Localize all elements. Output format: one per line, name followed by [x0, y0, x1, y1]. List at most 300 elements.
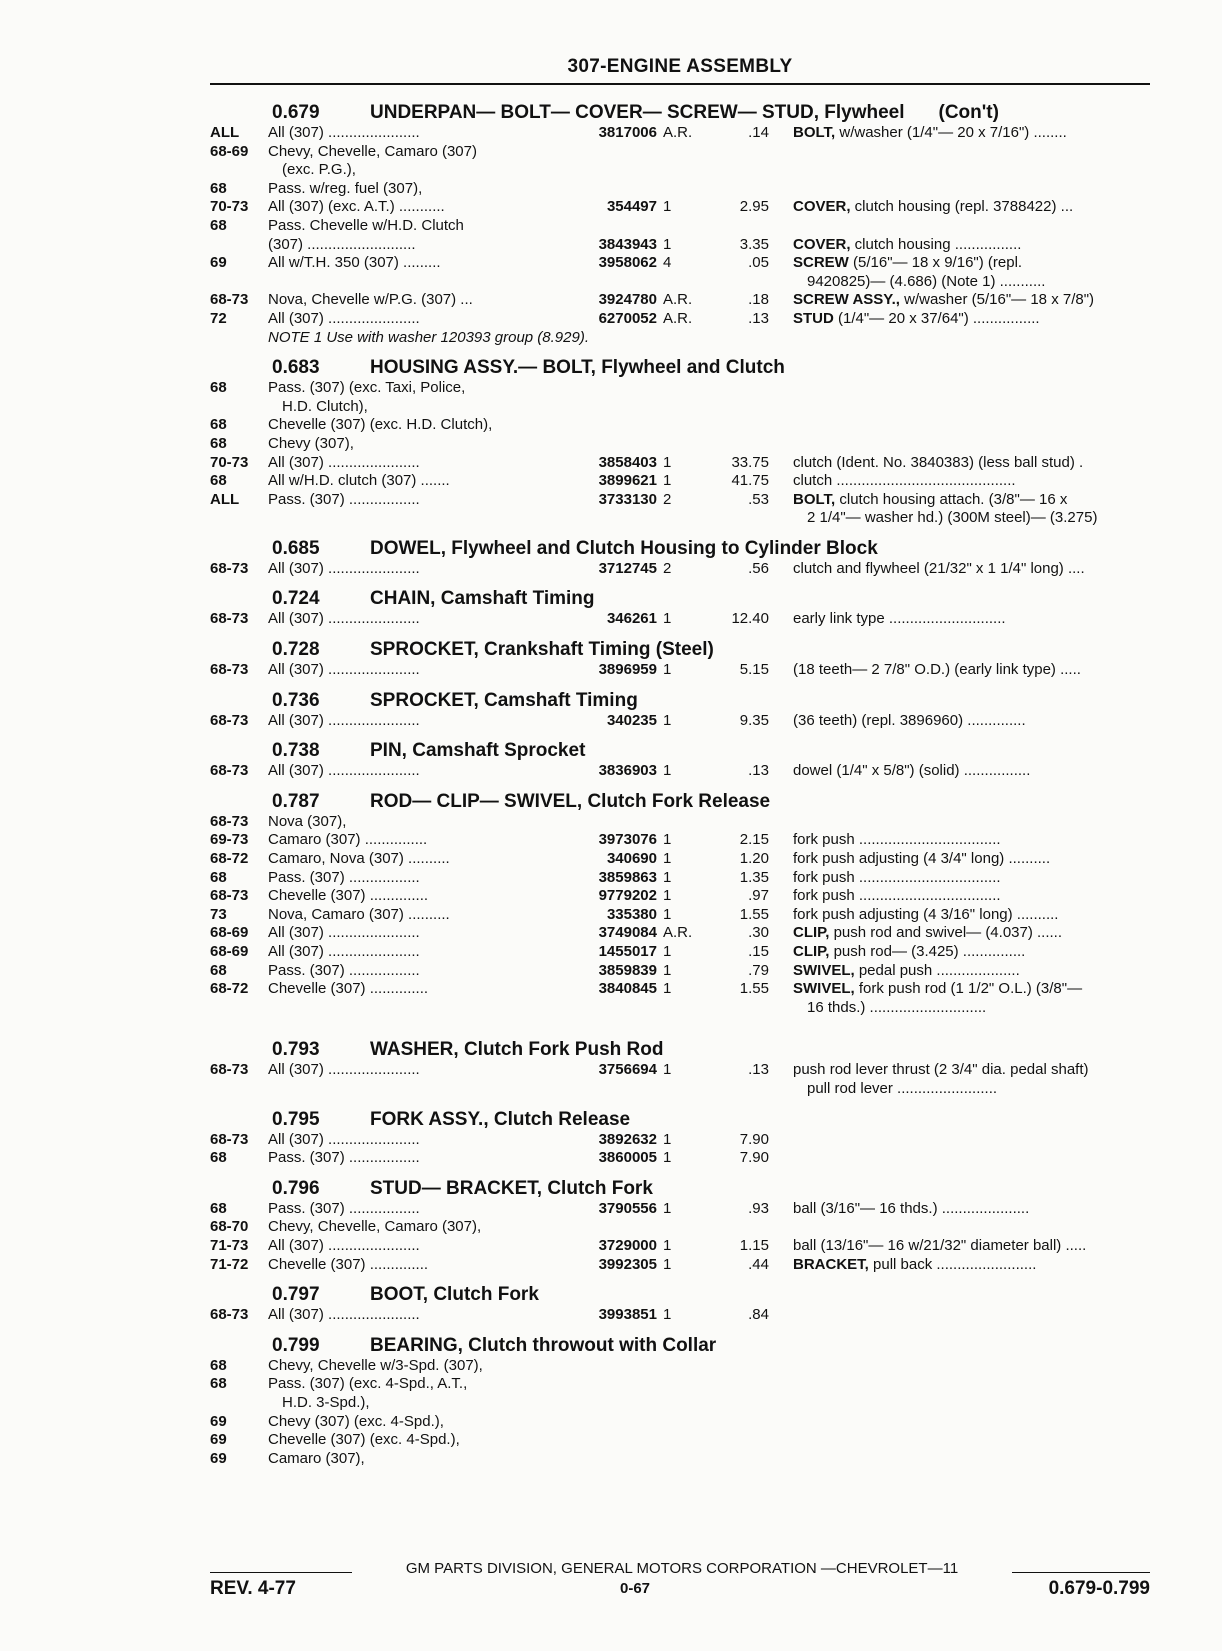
group-title: ROD— CLIP— SWIVEL, Clutch Fork Release	[370, 790, 771, 812]
quantity: 1	[663, 453, 672, 471]
part-row	[210, 869, 1155, 888]
part-row	[210, 416, 1155, 435]
description-text: clutch ...........................................	[793, 472, 1016, 490]
part-row	[210, 398, 1155, 417]
part-number	[553, 416, 657, 435]
model-year: 71-73	[210, 1236, 249, 1254]
model-year: 68	[210, 416, 227, 434]
description-text: w/washer (5/16"— 18 x 7/8")	[899, 291, 1095, 309]
catalog-section	[210, 347, 1155, 528]
group-number: 0.799	[272, 1334, 320, 1356]
model-year: 68-72	[210, 980, 249, 998]
part-number: 3892632	[598, 1130, 657, 1148]
application: All (307) ......................	[268, 661, 420, 679]
part-row	[210, 454, 1155, 473]
part-number	[553, 143, 657, 162]
quantity: 1	[663, 905, 672, 923]
price: .53	[748, 490, 769, 508]
price	[723, 398, 783, 417]
application: NOTE 1 Use with washer 120393 group (8.929).	[268, 328, 589, 346]
description-keyword: COVER,	[793, 235, 851, 253]
application: All w/T.H. 350 (307) .........	[268, 254, 441, 272]
description	[769, 1306, 1173, 1325]
price: 7.90	[739, 1149, 769, 1167]
part-row	[210, 1218, 1155, 1237]
application: Camaro, Nova (307) ..........	[268, 850, 450, 868]
application: Chevelle (307) ..............	[268, 887, 429, 905]
description	[769, 610, 1173, 629]
part-number: 340235	[606, 711, 657, 729]
part-row	[210, 491, 1155, 510]
part-number: 3749084	[598, 924, 657, 942]
quantity: 2	[663, 559, 672, 577]
part-number	[553, 217, 657, 236]
model-year: 68	[210, 1149, 227, 1167]
group-number: 0.683	[272, 357, 320, 379]
description	[769, 980, 1173, 999]
description	[769, 1431, 1173, 1450]
application: Chevelle (307) (exc. 4-Spd.),	[268, 1431, 460, 1449]
part-number	[553, 1357, 657, 1376]
price: .97	[748, 887, 769, 905]
description-text: w/washer (1/4"— 20 x 7/16") ........	[835, 124, 1067, 141]
part-number	[553, 180, 657, 199]
quantity: 1	[663, 472, 672, 490]
description-text: pull rod lever ........................	[807, 1079, 998, 1097]
quantity	[671, 1394, 723, 1413]
description	[769, 762, 1173, 781]
description-text: 16 thds.) ............................	[807, 998, 987, 1016]
description	[769, 1237, 1173, 1256]
footer-rule-right	[1012, 1572, 1150, 1573]
part-number	[553, 999, 657, 1018]
section-heading	[272, 1099, 1155, 1131]
part-row	[210, 924, 1155, 943]
model-year: 68	[210, 434, 227, 452]
application: Chevy, Chevelle w/3-Spd. (307),	[268, 1356, 483, 1374]
part-row	[210, 610, 1155, 629]
description-text: (18 teeth— 2 7/8" O.D.) (early link type) .....	[793, 661, 1081, 679]
part-number: 3858403	[598, 453, 657, 471]
application: Chevelle (307) ..............	[268, 980, 429, 998]
price	[709, 1413, 769, 1432]
description	[769, 124, 1173, 143]
part-row	[210, 999, 1155, 1018]
part-number	[553, 1080, 657, 1099]
part-row	[210, 379, 1155, 398]
model-year: 70-73	[210, 453, 249, 471]
catalog-section	[210, 528, 1155, 579]
continued-label: (Con't)	[938, 102, 999, 123]
price	[709, 1431, 769, 1450]
description	[769, 435, 1173, 454]
price	[709, 1080, 769, 1099]
quantity	[657, 1218, 709, 1237]
part-number: 3859839	[598, 961, 657, 979]
part-number	[553, 1375, 657, 1394]
application: All (307) ......................	[268, 762, 420, 780]
quantity: 1	[663, 198, 672, 216]
part-row	[210, 962, 1155, 981]
description	[769, 291, 1173, 310]
price: .18	[748, 291, 769, 309]
application: Chevelle (307) (exc. H.D. Clutch),	[268, 416, 493, 434]
description-text: (1/4"— 20 x 37/64") ................	[833, 309, 1040, 327]
application: Pass. (307) (exc. Taxi, Police,	[268, 379, 466, 397]
description	[769, 924, 1173, 943]
price: .84	[748, 1306, 769, 1324]
quantity: 1	[663, 762, 672, 780]
quantity: 1	[663, 235, 672, 253]
part-number: 3817006	[598, 124, 657, 141]
model-year: 68-72	[210, 850, 249, 868]
price: 2.95	[739, 198, 769, 216]
footer-page-number: 0-67	[619, 1580, 651, 1597]
quantity: 4	[663, 254, 672, 272]
section-heading	[272, 1168, 1155, 1200]
description	[769, 180, 1173, 199]
model-year: 68-73	[210, 661, 249, 679]
quantity: 1	[663, 1061, 672, 1079]
part-row	[210, 1200, 1155, 1219]
model-year: 68	[210, 472, 227, 490]
application: Pass. (307) .................	[268, 490, 420, 508]
application: Nova (307),	[268, 812, 347, 830]
application: All (307) ......................	[268, 559, 420, 577]
group-title: UNDERPAN— BOLT— COVER— SCREW— STUD, Flywheel	[370, 102, 905, 123]
part-number: 3993851	[598, 1306, 657, 1324]
part-number: 3859863	[598, 868, 657, 886]
catalog-section	[210, 1168, 1155, 1274]
price: .30	[748, 924, 769, 942]
quantity	[657, 999, 709, 1018]
part-number: 9779202	[598, 887, 657, 905]
quantity: 1	[663, 887, 672, 905]
description	[769, 850, 1173, 869]
part-number: 3712745	[598, 559, 657, 577]
application: Chevelle (307) ..............	[268, 1255, 429, 1273]
description-text: (36 teeth) (repl. 3896960) ..............	[793, 711, 1026, 729]
description-text: 2 1/4"— washer hd.) (300M steel)— (3.275)	[807, 509, 1098, 527]
price: .44	[748, 1255, 769, 1273]
part-number	[553, 1218, 657, 1237]
parts-catalog	[210, 92, 1155, 1468]
catalog-section	[210, 578, 1155, 629]
part-row	[210, 1357, 1155, 1376]
price: 1.15	[739, 1236, 769, 1254]
part-row	[210, 1375, 1155, 1394]
description-text: fork push adjusting (4 3/4" long) ..........	[793, 850, 1051, 868]
description	[769, 254, 1173, 273]
price: .13	[748, 762, 769, 780]
model-year: 69	[210, 254, 227, 272]
quantity: 1	[663, 1199, 672, 1217]
model-year: 68	[210, 1199, 227, 1217]
application: All w/H.D. clutch (307) .......	[268, 472, 450, 490]
quantity	[657, 813, 709, 832]
quantity	[657, 1450, 709, 1469]
section-heading	[272, 730, 1155, 762]
model-year: 68-73	[210, 812, 249, 830]
quantity: 1	[663, 831, 672, 849]
description	[769, 416, 1173, 435]
price	[709, 1375, 769, 1394]
part-row	[210, 1256, 1155, 1275]
model-year: 69	[210, 1412, 227, 1430]
part-number: 3729000	[598, 1236, 657, 1254]
part-row	[210, 180, 1155, 199]
catalog-section	[210, 1274, 1155, 1325]
part-number: 3899621	[598, 472, 657, 490]
model-year: 68-73	[210, 610, 249, 628]
group-title: WASHER, Clutch Fork Push Rod	[370, 1039, 664, 1061]
description-text: fork push ..................................	[793, 887, 1001, 905]
part-number: 346261	[606, 610, 657, 628]
description	[769, 310, 1173, 329]
model-year	[210, 236, 268, 255]
model-year: ALL	[210, 490, 240, 508]
group-title: CHAIN, Camshaft Timing	[370, 588, 595, 610]
catalog-section	[210, 680, 1155, 731]
part-row	[210, 850, 1155, 869]
model-year	[210, 329, 268, 348]
description	[769, 143, 1173, 162]
application	[268, 273, 553, 292]
model-year	[210, 273, 268, 292]
model-year: 68-73	[210, 1306, 249, 1324]
group-number: 0.738	[272, 740, 320, 762]
part-row	[210, 329, 1155, 348]
description	[769, 887, 1173, 906]
description-keyword: SCREW	[793, 254, 849, 272]
description	[769, 472, 1173, 491]
part-row	[210, 472, 1155, 491]
description-text: clutch (Ident. No. 3840383) (less ball stud) .	[793, 453, 1084, 471]
footer-publisher: GM PARTS DIVISION, GENERAL MOTORS CORPORATION —CHEVROLET—11	[405, 1560, 959, 1577]
application: Camaro (307),	[268, 1449, 365, 1467]
part-row	[210, 1080, 1155, 1099]
header-rule	[210, 83, 1150, 85]
description	[769, 1256, 1173, 1275]
group-title: PIN, Camshaft Sprocket	[370, 740, 586, 762]
quantity: 1	[663, 980, 672, 998]
application	[268, 999, 553, 1018]
part-row	[210, 198, 1155, 217]
price	[709, 273, 769, 292]
part-number: 3756694	[598, 1061, 657, 1079]
description	[769, 1218, 1173, 1237]
part-number	[553, 813, 657, 832]
application: Nova, Chevelle w/P.G. (307) ...	[268, 291, 473, 309]
model-year: 68	[210, 1375, 227, 1393]
quantity: 1	[663, 1255, 672, 1273]
part-number	[567, 398, 671, 417]
model-year: 69-73	[210, 831, 249, 849]
quantity: A.R.	[663, 924, 693, 942]
price: 41.75	[731, 472, 769, 490]
group-title: BEARING, Clutch throwout with Collar	[370, 1334, 717, 1356]
price: .13	[748, 309, 769, 327]
price: .93	[748, 1199, 769, 1217]
price: 3.35	[739, 235, 769, 253]
quantity	[671, 161, 723, 180]
application: All (307) ......................	[268, 943, 420, 960]
section-heading	[272, 528, 1155, 560]
model-year: 68	[210, 1356, 227, 1374]
description-text: push rod— (3.425) ...............	[829, 943, 1026, 960]
part-row	[210, 1149, 1155, 1168]
description-keyword: STUD	[793, 309, 834, 327]
price: 12.40	[731, 610, 769, 628]
part-number: 340690	[606, 850, 657, 868]
group-title: SPROCKET, Crankshaft Timing (Steel)	[370, 639, 714, 661]
application: All (307) ......................	[268, 1130, 420, 1148]
quantity	[657, 1080, 709, 1099]
description	[769, 217, 1173, 236]
description-text: fork push ..................................	[793, 868, 1001, 886]
part-row	[210, 124, 1155, 143]
section-heading	[272, 629, 1155, 661]
description-text: push rod and swivel— (4.037) ......	[829, 924, 1063, 942]
quantity: 1	[663, 1149, 672, 1167]
quantity: 1	[663, 850, 672, 868]
quantity: 1	[663, 943, 672, 960]
price: .13	[748, 1061, 769, 1079]
model-year: 68-73	[210, 762, 249, 780]
group-number: 0.787	[272, 790, 320, 812]
description-keyword: SWIVEL,	[793, 980, 855, 998]
application: All (307) ......................	[268, 1236, 420, 1254]
part-number: 354497	[606, 198, 657, 216]
catalog-section	[210, 1099, 1155, 1168]
description	[769, 1357, 1173, 1376]
part-number	[553, 273, 657, 292]
description-text: clutch housing attach. (3/8"— 16 x	[835, 490, 1068, 508]
description	[769, 509, 1187, 528]
price: .56	[748, 559, 769, 577]
group-number: 0.679	[272, 102, 320, 123]
description	[769, 712, 1173, 731]
description	[769, 379, 1173, 398]
model-year	[210, 1394, 268, 1413]
model-year: 68-73	[210, 291, 249, 309]
application: H.D. Clutch),	[282, 397, 368, 415]
footer-revision: REV. 4-77	[210, 1578, 296, 1599]
description	[769, 831, 1173, 850]
description	[769, 491, 1173, 510]
model-year: 68-73	[210, 1130, 249, 1148]
model-year	[210, 999, 268, 1018]
application: All (307) (exc. A.T.) ...........	[268, 198, 445, 216]
quantity	[657, 1413, 709, 1432]
part-row	[210, 560, 1155, 579]
description	[769, 198, 1173, 217]
part-row	[210, 831, 1155, 850]
application: All (307) ......................	[268, 610, 420, 628]
part-number	[553, 1431, 657, 1450]
description	[769, 661, 1173, 680]
quantity	[657, 435, 709, 454]
model-year: 68-69	[210, 943, 249, 960]
model-year: 68-73	[210, 559, 249, 577]
application: Chevy, Chevelle, Camaro (307)	[268, 142, 477, 160]
application: All (307) ......................	[268, 124, 420, 141]
price	[709, 813, 769, 832]
description	[769, 1450, 1173, 1469]
quantity: A.R.	[663, 124, 693, 141]
group-number: 0.728	[272, 639, 320, 661]
part-row	[210, 712, 1155, 731]
price: 1.55	[739, 980, 769, 998]
part-row	[210, 887, 1155, 906]
part-row	[210, 273, 1155, 292]
footer-group-range: 0.679-0.799	[1048, 1578, 1150, 1599]
description	[769, 1131, 1173, 1150]
description	[769, 1413, 1173, 1432]
page-title: 307-ENGINE ASSEMBLY	[567, 56, 793, 77]
price: 33.75	[731, 453, 769, 471]
price: 1.35	[739, 868, 769, 886]
quantity	[657, 217, 709, 236]
description-keyword: BRACKET,	[793, 1255, 869, 1273]
quantity	[657, 509, 709, 528]
group-number: 0.724	[272, 588, 320, 610]
catalog-section	[210, 1325, 1155, 1469]
price	[709, 509, 769, 528]
application: All (307) ......................	[268, 1306, 420, 1324]
description	[769, 962, 1173, 981]
quantity: A.R.	[663, 309, 693, 327]
part-number	[553, 1450, 657, 1469]
quantity: 1	[663, 868, 672, 886]
application: Chevy (307),	[268, 434, 354, 452]
description-text: ball (13/16"— 16 w/21/32" diameter ball) .....	[793, 1236, 1087, 1254]
price: 5.15	[739, 661, 769, 679]
price	[709, 143, 769, 162]
part-row	[210, 661, 1155, 680]
description	[769, 560, 1173, 579]
description	[769, 1200, 1173, 1219]
part-number: 3733130	[598, 490, 657, 508]
application: Pass. w/reg. fuel (307),	[268, 179, 423, 197]
section-heading	[272, 680, 1155, 712]
model-year: 68	[210, 868, 227, 886]
part-row	[210, 906, 1155, 925]
description	[769, 999, 1187, 1018]
price	[709, 180, 769, 199]
part-number	[553, 1413, 657, 1432]
description	[783, 1394, 1187, 1413]
part-row	[210, 1131, 1155, 1150]
model-year: 69	[210, 1431, 227, 1449]
description	[769, 1080, 1187, 1099]
description-text: clutch housing ................	[850, 235, 1022, 253]
description-text: fork push rod (1 1/2" O.L.) (3/8"—	[854, 980, 1083, 998]
description-text: fork push adjusting (4 3/16" long) ..........	[793, 905, 1059, 923]
application: All (307) ......................	[268, 711, 420, 729]
part-row	[210, 1413, 1155, 1432]
description-keyword: COVER,	[793, 198, 851, 216]
section-heading	[272, 781, 1155, 813]
part-row	[210, 762, 1155, 781]
description	[769, 906, 1173, 925]
group-title: SPROCKET, Camshaft Timing	[370, 689, 638, 711]
part-number	[567, 161, 671, 180]
group-number: 0.795	[272, 1108, 320, 1130]
group-number: 0.685	[272, 537, 320, 559]
application: Camaro (307) ...............	[268, 831, 428, 849]
quantity	[671, 398, 723, 417]
